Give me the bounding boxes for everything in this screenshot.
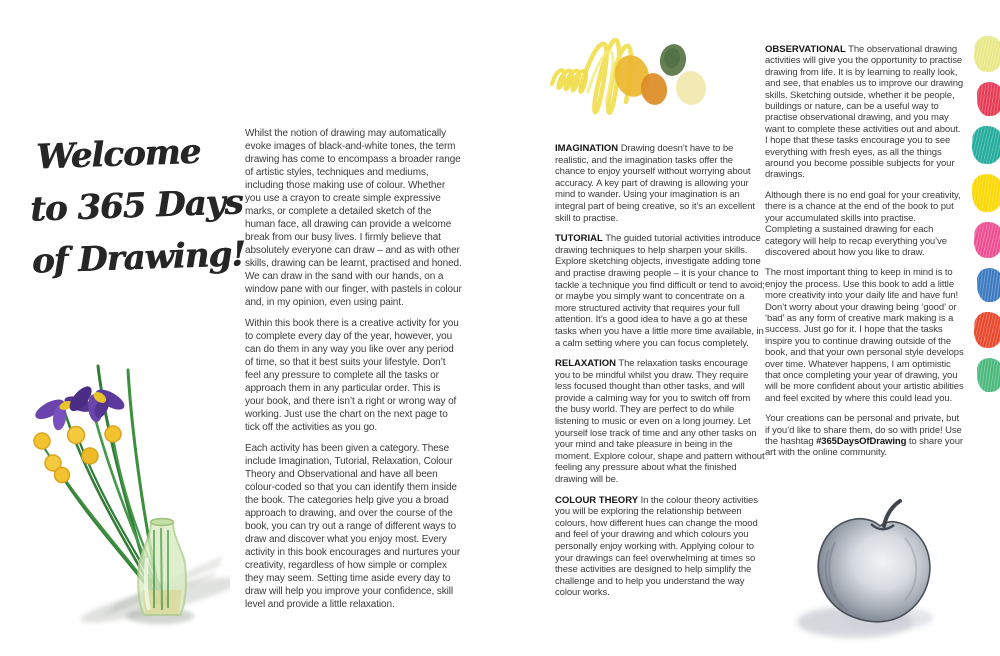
category-label: TUTORIAL — [555, 233, 603, 245]
title-line-1: Welcome — [35, 131, 201, 178]
swatch-pale-yellow — [973, 35, 1000, 73]
title-line-3: of Drawing! — [31, 234, 246, 282]
category-relaxation — [555, 358, 765, 486]
page-title — [27, 124, 247, 287]
swatch-crimson — [976, 82, 1000, 117]
share-text-post: to share your art with the online community. — [765, 436, 963, 459]
categories-column-1 — [555, 143, 765, 608]
paint-scribble-illustration — [548, 22, 708, 122]
category-text: In the colour theory activities you will be exploring the relationship between colours, how different hues can change the mood and feel of your drawing and which colours you personally enjoy working with. Applying colour to your drawings can feel overwhelming at times so these activities are designed to help simplify the challenge and to help you understand the way colour works. — [555, 494, 758, 599]
category-observational — [765, 44, 964, 181]
intro-paragraph-2: Within this book there is a creative activity for you to complete every day of the year, however, you can do them in any way you like over any period of time, so that it best suits your lifestyle. Don’t feel any pressure to complete all the tasks or approach them in any particular order. This is your book, and there isn’t a right or wrong way of working. Just use the chart on the next page to tick off the activities as you go. — [245, 318, 459, 433]
category-imagination — [555, 143, 765, 224]
iris-flowers — [32, 383, 127, 431]
category-text: The relaxation tasks encourage you to be mindful whilst you draw. They require less focused thought than other tasks, and will provide a calming way for you to switch off from the busy world. They are perfect to do while listening to music or even on a long journey. Let yourself lose track of time and any other tasks on your mind and take pleasure in being in the moment. Explore colour, shape and pattern without feeling any pressure about what the finished drawing will be. — [555, 358, 765, 486]
closing-paragraph-1: Although there is no end goal for your creativity, there is a chance at the end of the book to put your accumulated skills into practise. Completing a sustained drawing for each category will help to recap everything you’ve discovered about how you like to draw. — [765, 189, 961, 258]
categories-column-2 — [765, 44, 964, 468]
hashtag: #365DaysOfDrawing — [816, 436, 907, 447]
category-label: OBSERVATIONAL — [765, 44, 846, 55]
category-label: IMAGINATION — [555, 143, 619, 154]
category-label: RELAXATION — [555, 358, 617, 370]
glass-vase — [138, 519, 186, 615]
apple-body — [818, 519, 930, 622]
category-label: COLOUR THEORY — [555, 494, 639, 506]
category-colour-theory — [555, 495, 765, 599]
swatch-orange-red — [973, 311, 1000, 349]
apple-sketch-illustration — [793, 498, 968, 650]
crayon-swatches — [972, 36, 1000, 392]
share-paragraph — [765, 413, 964, 459]
category-tutorial — [555, 233, 765, 349]
swatch-yellow — [971, 173, 1000, 212]
closing-paragraph-2: The most important thing to keep in mind is to enjoy the process. Use this book to add a little more creativity into your daily life and have fun! Don’t worry about your drawing being ‘good’ or ‘bad’ as any form of creative mark making is a success. Just go for it. I hope that the tasks inspire you to continue drawing outside of the book, and that your own personal style develops over time. Whatever happens, I am optimistic that once completing your year of drawing, you will be more confident about your artistic abilities and feel excited by where this could lead you. — [765, 267, 964, 404]
category-text: The guided tutorial activities introduce drawing techniques to help sharpen your skills. Explore sketching objects, investigate adding tone and practise drawing people – it is your chance to tackle a technique you find difficult or tend to avoid; or maybe you simply want to concentrate on a more structured activity that requires your full attention. It’s a good idea to have a go at these tasks when you have a little more time available, in a calm setting where you can focus completely. — [555, 233, 765, 349]
swatch-teal — [971, 125, 1000, 165]
category-text: Drawing doesn’t have to be realistic, and the imagination tasks offer the chance to enjoy yourself without worrying about accuracy. A key part of drawing is allowing your mind to wander. Using your imagination is an integral part of being creative, so it’s an excellent skill to practise. — [555, 143, 755, 224]
swatch-green — [976, 358, 1000, 393]
flower-vase-illustration — [10, 358, 230, 648]
swatch-pink — [973, 221, 1000, 259]
title-line-2: to 365 Days — [29, 182, 244, 230]
intro-paragraph-3: Each activity has been given a category. These include Imagination, Tutorial, Relaxation, Colour Theory and Observational and have all been colour-coded so that you can identify them inside the book. The categories help give you a broad approach to drawing, and over the course of the book, you can try out a range of different ways to draw and discover what you enjoy most. Every activity in this book encourages and nurtures your creativity, regardless of how simple or complex they may seem. Setting time aside every day to draw will help you improve your confidence, skill level and provide a little relaxation. — [245, 443, 461, 610]
swatch-blue — [976, 268, 1000, 303]
share-text-pre: Your creations can be personal and private, but if you’d like to share them, do so with pride! Use the hashtag — [765, 413, 962, 447]
intro-paragraph-1: Whilst the notion of drawing may automatically evoke images of black-and-white tones, the term drawing has come to encompass a broader range of artistic styles, techniques and mediums, including those making use of colour. Whether you use a crayon to create simple expressive marks, or complete a detailed sketch of the human face, all drawing can provide a welcome break from our busy lives. I firmly believe that absolutely everyone can draw – and as with other skills, drawing can be learnt, practised and honed. We can draw in the sand with our hands, on a window pane with our finger, with pastels in colour and, in my opinion, even using paint. — [245, 128, 462, 308]
intro-column — [245, 127, 462, 619]
category-text: The observational drawing activities will give you the opportunity to practise drawing from life. It is by learning to really look, and see, that enables us to improve our drawing skills. Sketching outside, whether it be people, buildings or nature, can be a useful way to practise observational drawing, and you may want to complete these activities out and about. I hope that these tasks encourage you to see everything with fresh eyes, as all the things around you become possible subjects for your drawings. — [765, 44, 964, 181]
